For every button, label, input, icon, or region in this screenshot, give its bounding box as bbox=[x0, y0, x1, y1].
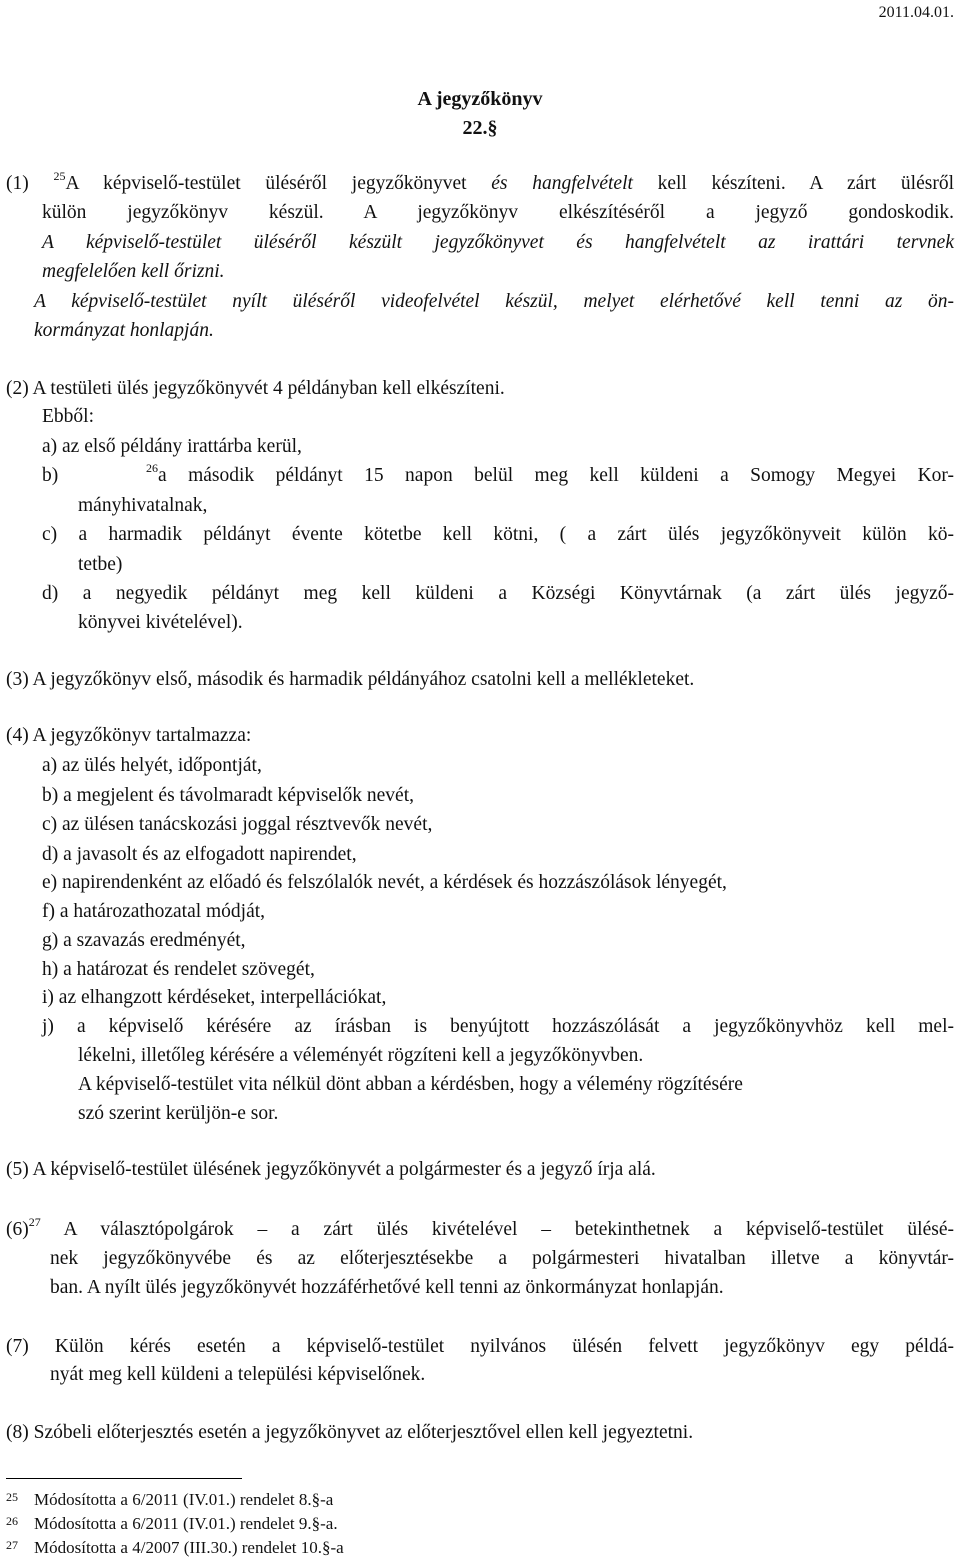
paragraph-7-line-1: (7) Külön kérés esetén a képviselő-testület nyilvános ülésén felvett jegyzőkönyv egy példá- bbox=[6, 1336, 954, 1357]
list-item-c-line-2: tetbe) bbox=[78, 554, 123, 575]
list-item-b-line-2: mányhivatalnak, bbox=[78, 495, 208, 516]
text-run: a második példányt 15 napon belül meg kell küldeni a Somogy Megyei Kor- bbox=[158, 465, 954, 486]
paragraph-8: (8) Szóbeli előterjesztés esetén a jegyzőkönyvet az előterjesztővel ellen kell jegyeztetni. bbox=[6, 1422, 694, 1443]
list-item-c: c) az ülésen tanácskozási joggal résztvevők nevét, bbox=[42, 814, 433, 835]
paragraph-2-line-2: Ebből: bbox=[42, 406, 94, 427]
document-date: 2011.04.01. bbox=[878, 4, 954, 21]
paragraph-3: (3) A jegyzőkönyv első, második és harmadik példányához csatolni kell a mellékleteket. bbox=[6, 669, 695, 690]
paragraph-6-line-2: nek jegyzőkönyvébe és az előterjesztésekbe a polgármesteri hivatalban illetve a könyvtár- bbox=[50, 1248, 954, 1269]
text-run: A képviselő-testület üléséről jegyzőkönyvet bbox=[65, 173, 492, 194]
paragraph-6-line-3: ban. A nyílt ülés jegyzőkönyvét hozzáférhetővé kell tenni az önkormányzat honlapján. bbox=[50, 1277, 724, 1298]
paragraph-4-line-1: (4) A jegyzőkönyv tartalmazza: bbox=[6, 725, 252, 746]
list-item-i: i) az elhangzott kérdéseket, interpellációkat, bbox=[42, 987, 387, 1008]
footnote-number: 27 bbox=[6, 1538, 18, 1552]
list-item-h: h) a határozat és rendelet szövegét, bbox=[42, 959, 315, 980]
paragraph-1-line-4: megfelelően kell őrizni. bbox=[42, 261, 225, 282]
paragraph-1-line-3: A képviselő-testület üléséről készült jegyzőkönyvet és hangfelvételt az irattári tervnek bbox=[42, 232, 954, 253]
paragraph-1-line-2: külön jegyzőkönyv készül. A jegyzőkönyv elkészítéséről a jegyző gondoskodik. bbox=[42, 202, 954, 223]
list-item-b-label: b) bbox=[42, 465, 59, 486]
footnote-ref-25: 25 bbox=[53, 169, 66, 183]
paragraph-5: (5) A képviselő-testület ülésének jegyzőkönyvét a polgármester és a jegyző írja alá. bbox=[6, 1159, 656, 1180]
paragraph-number: (1) bbox=[6, 173, 54, 194]
list-item-g: g) a szavazás eredményét, bbox=[42, 930, 246, 951]
list-item-b: b) a megjelent és távolmaradt képviselők nevét, bbox=[42, 785, 414, 806]
list-item-j-line-2: lékelni, illetőleg kérésére a véleményét rögzíteni kell a jegyzőkönyvben. bbox=[78, 1045, 644, 1066]
footnote-text: Módosította a 4/2007 (III.30.) rendelet 10.§-a bbox=[34, 1538, 344, 1557]
list-item-e: e) napirendenként az előadó és felszólalók nevét, a kérdések és hozzászólások lényegét, bbox=[42, 872, 727, 893]
list-item-d-line-2: könyvei kivételével). bbox=[78, 612, 243, 633]
list-item-j-line-1: j) a képviselő kérésére az írásban is benyújtott hozzászólását a jegyzőkönyvhöz kell mel- bbox=[42, 1016, 954, 1037]
footnote-number: 26 bbox=[6, 1514, 18, 1528]
list-item-d: d) a javasolt és az elfogadott napirendet, bbox=[42, 844, 357, 865]
footnote-separator bbox=[6, 1478, 242, 1479]
section-number: 22.§ bbox=[462, 117, 498, 139]
list-item-a: a) az ülés helyét, időpontját, bbox=[42, 755, 262, 776]
paragraph-number: (6) bbox=[6, 1219, 29, 1240]
page-title: A jegyzőkönyv bbox=[417, 88, 543, 110]
list-item-j-line-4: szó szerint kerüljön-e sor. bbox=[78, 1103, 279, 1124]
footnote-text: Módosította a 6/2011 (IV.01.) rendelet 9.§-a. bbox=[34, 1514, 338, 1533]
list-item-c-line-1: c) a harmadik példányt évente kötetbe kell kötni, ( a zárt ülés jegyzőkönyveit külön kö- bbox=[42, 524, 954, 545]
paragraph-1-line-6: kormányzat honlapján. bbox=[34, 320, 214, 341]
list-item-b-line-1 bbox=[146, 461, 954, 486]
paragraph-1-line-5: A képviselő-testület nyílt üléséről videofelvétel készül, melyet elérhetővé kell tenni az ön- bbox=[34, 291, 954, 312]
footnote-number: 25 bbox=[6, 1490, 18, 1504]
paragraph-7-line-2: nyát meg kell küldeni a települési képviselőnek. bbox=[50, 1364, 426, 1385]
footnote-ref-27: 27 bbox=[28, 1215, 41, 1229]
footnote-ref-26: 26 bbox=[146, 461, 158, 475]
footnote-text: Módosította a 6/2011 (IV.01.) rendelet 8.§-a bbox=[34, 1490, 334, 1509]
list-item-a: a) az első példány irattárba kerül, bbox=[42, 436, 302, 457]
paragraph-1-line-1 bbox=[6, 169, 954, 194]
text-run: A választópolgárok – a zárt ülés kivételével – betekinthetnek a képviselő-testület ülésé- bbox=[40, 1219, 954, 1240]
paragraph-6-line-1 bbox=[6, 1215, 954, 1240]
paragraph-2-line-1: (2) A testületi ülés jegyzőkönyvét 4 példányban kell elkészíteni. bbox=[6, 378, 505, 399]
text-run-italic: és hangfelvételt bbox=[491, 173, 633, 194]
list-item-f: f) a határozathozatal módját, bbox=[42, 901, 266, 922]
list-item-j-line-3: A képviselő-testület vita nélkül dönt abban a kérdésben, hogy a vélemény rögzítésére bbox=[78, 1074, 743, 1095]
text-run: kell készíteni. A zárt ülésről bbox=[632, 173, 954, 194]
list-item-d-line-1: d) a negyedik példányt meg kell küldeni a Községi Könyvtárnak (a zárt ülés jegyző- bbox=[42, 583, 954, 604]
